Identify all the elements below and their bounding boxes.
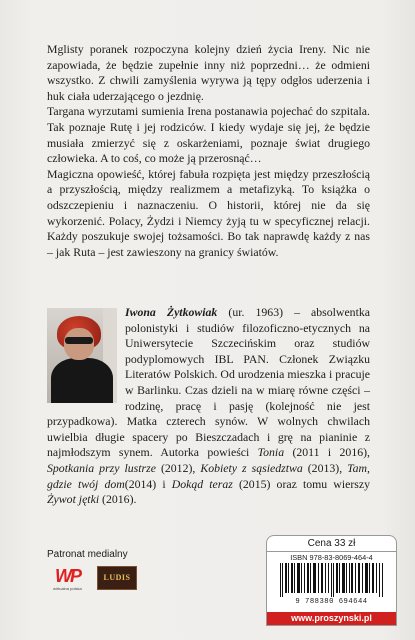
barcode xyxy=(280,563,384,597)
blurb xyxy=(47,42,370,260)
blurb-paragraph: Targana wyrzutami sumienia Irena postanawia pojechać do szpitala. Tak poznaje Rutę i jej rodziców. I kiedy wydaje się jej, że będzie musiała zmierzyć się z oskarżeniami, poznaje świat drugiego człowieka. A to coś, co może ją przerosnąć… xyxy=(47,104,370,166)
divider xyxy=(267,551,396,552)
book-title: Tam, gdzie twój dom xyxy=(47,460,370,491)
author-bio: (2016). xyxy=(99,492,137,507)
media-patronage-label: Patronat medialny xyxy=(47,549,128,560)
barcode-number: 9 788380 694644 xyxy=(295,598,368,606)
price-barcode-box xyxy=(266,535,397,613)
author-bio: (2014) i xyxy=(124,476,172,491)
author-bio: (2012), xyxy=(155,460,201,475)
book-title: Żywot jętki xyxy=(47,492,100,507)
wp-logo xyxy=(53,566,91,591)
wp-logo-mark: WP xyxy=(55,566,80,586)
author-photo xyxy=(47,308,117,403)
blurb-paragraph: Mglisty poranek rozpoczyna kolejny dzień życia Ireny. Nic nie zapowiada, że będzie zupełnie inny niż poprzedni… że odmieni wszystko. Z chwili zamyślenia wyrywa ją tępy odgłos uderzenia i huk ciała uderzającego o jezdnię. xyxy=(47,42,370,103)
author-bio: (2011 i 2016), xyxy=(284,445,370,460)
author-name: Iwona Żytkowiak xyxy=(125,305,218,319)
isbn-label: ISBN 978-83-8069-464-4 xyxy=(290,553,373,562)
media-patronage-logos xyxy=(47,566,147,592)
publisher-url: www.proszynski.pl xyxy=(266,612,397,626)
book-title: Kobiety z sąsiedztwa xyxy=(200,460,303,475)
author-bio: (2013), xyxy=(302,460,348,475)
price-label: Cena 33 zł xyxy=(307,538,356,549)
book-title: Spotkania przy lustrze xyxy=(47,460,156,475)
book-title: Dokąd teraz xyxy=(171,476,233,491)
blurb-paragraph: Magiczna opowieść, której fabuła rozpięta jest między przeszłością a przyszłością, między realizmem a metafizyką. To książka o odszczepieniu i naznaczeniu. O historii, której nie da się wykorzenić. Polacy, Żydzi i Niemcy żyją tu w specyficznej relacji. Każdy poszukuje swojej tożsamości. Bo tak naprawdę każdy z nas – jak Ruta – jest zawieszony na granicy światów. xyxy=(47,166,370,259)
author-bio: (2015) oraz tomu wierszy xyxy=(232,476,370,491)
wp-logo-subtitle: wirtualna polska xyxy=(53,586,82,591)
author-bio: (ur. 1963) – absolwentka polonistyki i studiów filozoficzno-etycznych na Uniwersytecie Szczecińskim oraz studiów podyplomowych IBL PAN. Członek Związku Literatów Polskich. Od urodzenia mieszka i pracuje w Barlinku. Czas dzieli na w miarę równe części – rodzinę, pracę i pasję (kolejność nie jest przypadkowa). Matka czterech synów. W wolnych chwilach uwielbia długie spacery po Bieszczadach i grę na pianinie z najmłodszym synem. Autorka powieści xyxy=(47,305,370,460)
book-title: Tonia xyxy=(257,445,285,460)
ludis-logo: LUDIS xyxy=(97,566,137,590)
author-section xyxy=(47,305,370,508)
